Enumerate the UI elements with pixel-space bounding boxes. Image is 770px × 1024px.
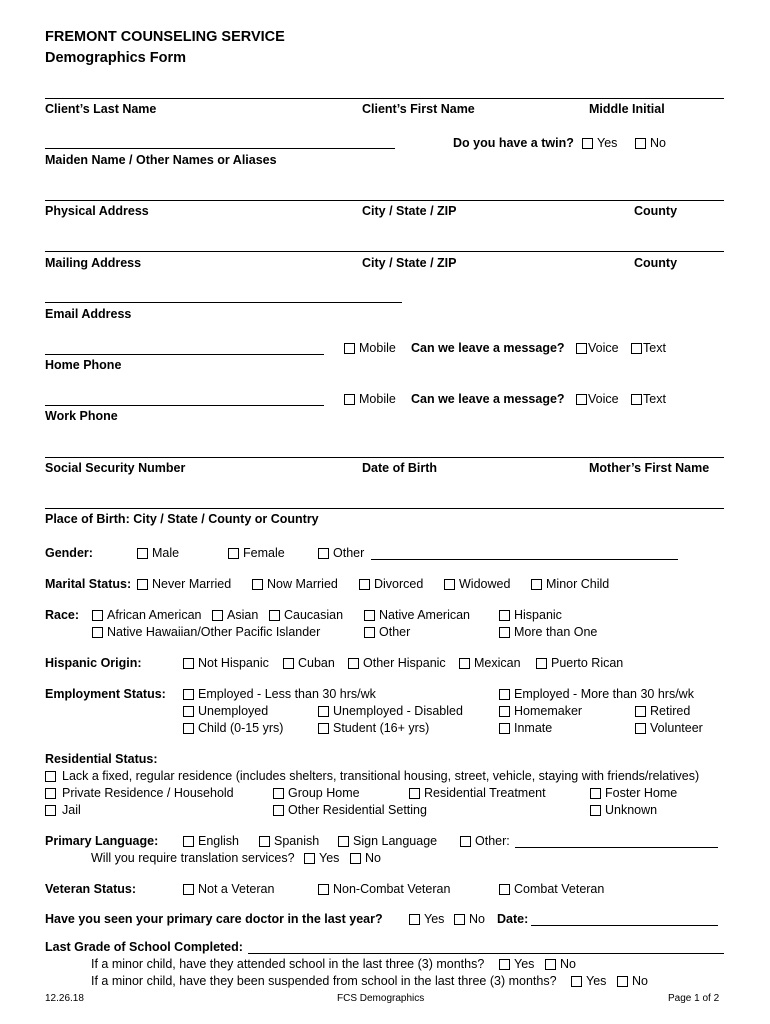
race-other[interactable]: Other [364,625,410,639]
checkbox-icon[interactable] [183,836,194,847]
checkbox-icon[interactable] [459,658,470,669]
checkbox-icon[interactable] [183,723,194,734]
race-african-american[interactable]: African American [92,608,201,622]
last-name-label: Client’s Last Name [45,102,157,116]
doctor-date-line[interactable] [531,925,718,926]
home-mobile[interactable]: Mobile [344,341,396,355]
res-other[interactable]: Other Residential Setting [273,803,427,817]
ssn-line[interactable] [45,457,724,458]
work-phone-label: Work Phone [45,409,118,423]
checkbox-icon[interactable] [454,914,465,925]
checkbox-icon[interactable] [45,788,56,799]
checkbox-icon[interactable] [582,138,593,149]
attended-no[interactable]: No [545,957,576,971]
checkbox-icon[interactable] [590,805,601,816]
checkbox-icon[interactable] [635,723,646,734]
checkbox-icon[interactable] [545,959,556,970]
gender-label: Gender: [45,546,93,560]
birthplace-label: Place of Birth: City / State / County or Country [45,512,319,526]
hispanic-puerto-rican[interactable]: Puerto Rican [536,656,623,670]
vet-non-combat[interactable]: Non-Combat Veteran [318,882,450,896]
footer-page: Page 1 of 2 [668,993,720,1004]
home-phone-label: Home Phone [45,358,122,372]
translation-question: Will you require translation services? [91,851,295,865]
doctor-no[interactable]: No [454,912,485,926]
emp-unemployed[interactable]: Unemployed [183,704,268,718]
language-label: Primary Language: [45,834,159,848]
lang-spanish[interactable]: Spanish [259,834,319,848]
mailing-county-label: County [634,256,678,270]
race-native-american[interactable]: Native American [364,608,470,622]
gender-other-line[interactable] [371,559,678,560]
vet-combat[interactable]: Combat Veteran [499,882,604,896]
hispanic-mexican[interactable]: Mexican [459,656,521,670]
work-mobile[interactable]: Mobile [344,392,396,406]
work-phone-line[interactable] [45,405,324,406]
emp-student[interactable]: Student (16+ yrs) [318,721,429,735]
checkbox-icon[interactable] [183,884,194,895]
attended-question: If a minor child, have they attended school in the last three (3) months? [91,957,485,971]
school-label: Last Grade of School Completed: [45,940,243,954]
hispanic-cuban[interactable]: Cuban [283,656,335,670]
home-voice[interactable]: Voice [576,341,619,355]
suspended-no[interactable]: No [617,974,648,988]
checkbox-icon[interactable] [344,343,355,354]
res-private[interactable]: Private Residence / Household [45,786,234,800]
suspended-yes[interactable]: Yes [571,974,606,988]
checkbox-icon[interactable] [631,394,642,405]
translation-no[interactable]: No [350,851,381,865]
res-treatment[interactable]: Residential Treatment [409,786,546,800]
translation-yes[interactable]: Yes [304,851,339,865]
birthplace-line[interactable] [45,508,724,509]
emp-disabled[interactable]: Unemployed - Disabled [318,704,463,718]
first-name-label: Client’s First Name [362,102,475,116]
work-message-question: Can we leave a message? [411,392,565,406]
checkbox-icon[interactable] [531,579,542,590]
emp-retired[interactable]: Retired [635,704,690,718]
checkbox-icon[interactable] [45,805,56,816]
work-voice[interactable]: Voice [576,392,619,406]
checkbox-icon[interactable] [499,689,510,700]
checkbox-icon[interactable] [183,689,194,700]
res-jail[interactable]: Jail [45,803,81,817]
form-title: Demographics Form [45,50,186,66]
twin-no[interactable]: No [635,136,666,150]
checkbox-icon[interactable] [252,579,263,590]
checkbox-icon[interactable] [499,706,510,717]
checkbox-icon[interactable] [92,610,103,621]
hispanic-other[interactable]: Other Hispanic [348,656,446,670]
emp-less-30[interactable]: Employed - Less than 30 hrs/wk [183,687,376,701]
checkbox-icon[interactable] [635,138,646,149]
home-text[interactable]: Text [631,341,666,355]
emp-inmate[interactable]: Inmate [499,721,552,735]
checkbox-icon[interactable] [409,914,420,925]
veteran-label: Veteran Status: [45,882,137,896]
physical-county-label: County [634,204,678,218]
school-line[interactable] [248,953,724,954]
footer-form-name: FCS Demographics [337,993,425,1004]
ssn-label: Social Security Number [45,461,186,475]
race-label: Race: [45,608,80,622]
checkbox-icon[interactable] [499,627,510,638]
checkbox-icon[interactable] [576,343,587,354]
checkbox-icon[interactable] [617,976,628,987]
res-group-home[interactable]: Group Home [273,786,360,800]
vet-not[interactable]: Not a Veteran [183,882,274,896]
suspended-question: If a minor child, have they been suspended from school in the last three (3) months? [91,974,557,988]
checkbox-icon[interactable] [635,706,646,717]
checkbox-icon[interactable] [499,610,510,621]
maiden-name-line[interactable] [45,148,395,149]
physical-address-line[interactable] [45,200,724,201]
checkbox-icon[interactable] [273,788,284,799]
race-hispanic[interactable]: Hispanic [499,608,562,622]
checkbox-icon[interactable] [444,579,455,590]
maiden-name-label: Maiden Name / Other Names or Aliases [45,153,277,167]
marital-divorced[interactable]: Divorced [359,577,423,591]
marital-never[interactable]: Never Married [137,577,231,591]
checkbox-icon[interactable] [259,836,270,847]
twin-yes[interactable]: Yes [582,136,617,150]
lang-other[interactable]: Other: [460,834,510,848]
org-title: FREMONT COUNSELING SERVICE [45,29,285,45]
emp-homemaker[interactable]: Homemaker [499,704,582,718]
mother-name-label: Mother’s First Name [589,461,710,475]
mailing-city-label: City / State / ZIP [362,256,457,270]
residential-label: Residential Status: [45,752,158,766]
checkbox-icon[interactable] [350,853,361,864]
checkbox-icon[interactable] [460,836,471,847]
physical-city-label: City / State / ZIP [362,204,457,218]
checkbox-icon[interactable] [499,884,510,895]
checkbox-icon[interactable] [137,548,148,559]
checkbox-icon[interactable] [283,658,294,669]
marital-label: Marital Status: [45,577,132,591]
race-pacific-islander[interactable]: Native Hawaiian/Other Pacific Islander [92,625,320,639]
checkbox-icon[interactable] [338,836,349,847]
footer-date: 12.26.18 [45,993,84,1004]
checkbox-icon[interactable] [318,706,329,717]
checkbox-icon[interactable] [590,788,601,799]
res-unknown[interactable]: Unknown [590,803,657,817]
gender-male[interactable]: Male [137,546,179,560]
checkbox-icon[interactable] [359,579,370,590]
checkbox-icon[interactable] [269,610,280,621]
checkbox-icon[interactable] [499,723,510,734]
checkbox-icon[interactable] [212,610,223,621]
doctor-question: Have you seen your primary care doctor in the last year? [45,912,383,926]
checkbox-icon[interactable] [499,959,510,970]
hispanic-not[interactable]: Not Hispanic [183,656,269,670]
checkbox-icon[interactable] [344,394,355,405]
checkbox-icon[interactable] [364,627,375,638]
checkbox-icon[interactable] [92,627,103,638]
checkbox-icon[interactable] [45,771,56,782]
res-no-fixed[interactable]: Lack a fixed, regular residence (includes shelters, transitional housing, street, vehicle, staying with friends/relatives) [45,769,699,783]
gender-female[interactable]: Female [228,546,285,560]
mailing-address-line[interactable] [45,251,724,252]
emp-more-30[interactable]: Employed - More than 30 hrs/wk [499,687,694,701]
marital-widowed[interactable]: Widowed [444,577,510,591]
dob-label: Date of Birth [362,461,437,475]
checkbox-icon[interactable] [228,548,239,559]
emp-child[interactable]: Child (0-15 yrs) [183,721,283,735]
checkbox-icon[interactable] [183,706,194,717]
checkbox-icon[interactable] [304,853,315,864]
checkbox-icon[interactable] [536,658,547,669]
marital-now[interactable]: Now Married [252,577,338,591]
checkbox-icon[interactable] [137,579,148,590]
lang-sign[interactable]: Sign Language [338,834,437,848]
attended-yes[interactable]: Yes [499,957,534,971]
race-caucasian[interactable]: Caucasian [269,608,343,622]
race-more-than-one[interactable]: More than One [499,625,597,639]
checkbox-icon[interactable] [576,394,587,405]
email-line[interactable] [45,302,402,303]
physical-address-label: Physical Address [45,204,149,218]
middle-initial-label: Middle Initial [589,102,665,116]
twin-question: Do you have a twin? [453,136,574,150]
checkbox-icon[interactable] [183,658,194,669]
doctor-date-label: Date: [497,912,529,926]
checkbox-icon[interactable] [409,788,420,799]
lang-english[interactable]: English [183,834,239,848]
res-foster[interactable]: Foster Home [590,786,677,800]
checkbox-icon[interactable] [364,610,375,621]
mailing-address-label: Mailing Address [45,256,142,270]
home-message-question: Can we leave a message? [411,341,565,355]
checkbox-icon[interactable] [318,884,329,895]
hispanic-label: Hispanic Origin: [45,656,142,670]
work-text[interactable]: Text [631,392,666,406]
doctor-yes[interactable]: Yes [409,912,444,926]
checkbox-icon[interactable] [318,723,329,734]
home-phone-line[interactable] [45,354,324,355]
gender-other[interactable]: Other [318,546,364,560]
checkbox-icon[interactable] [273,805,284,816]
race-asian[interactable]: Asian [212,608,258,622]
checkbox-icon[interactable] [571,976,582,987]
checkbox-icon[interactable] [348,658,359,669]
name-line[interactable] [45,98,724,99]
lang-other-line[interactable] [515,847,718,848]
emp-volunteer[interactable]: Volunteer [635,721,703,735]
email-label: Email Address [45,307,132,321]
employment-label: Employment Status: [45,687,166,701]
checkbox-icon[interactable] [631,343,642,354]
checkbox-icon[interactable] [318,548,329,559]
marital-minor[interactable]: Minor Child [531,577,609,591]
